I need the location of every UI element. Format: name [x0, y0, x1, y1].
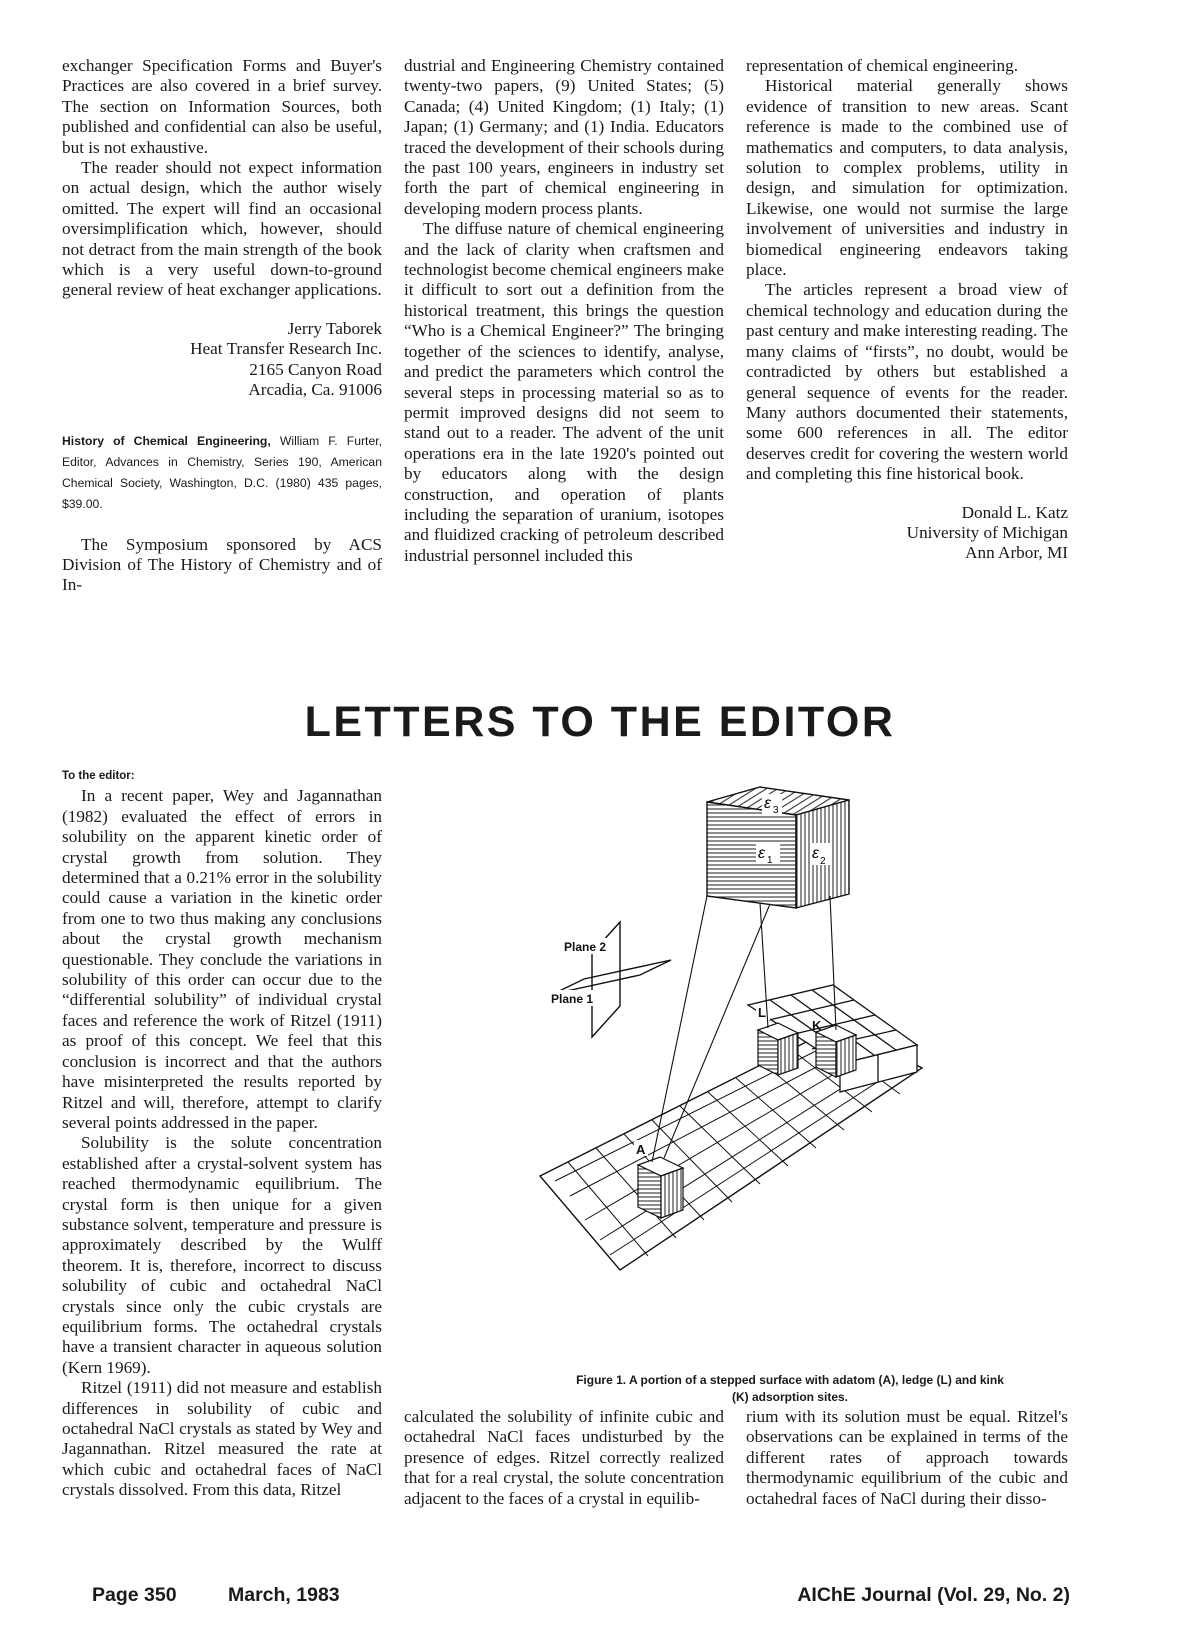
epsilon-2-label: ε: [812, 845, 820, 862]
review2-paragraph: The articles represent a broad view of chemical technology and education during the past century and make interesting reading. The many claims of “firsts”, no doubt, would be contradicted by others but established a general sequence of events for the reader. Many authors documented their statements, some 600 references in all. The editor deserves credit for covering the western world and completing this fine historical book.: [746, 280, 1068, 484]
adatom-label: A: [636, 1142, 646, 1157]
epsilon-1-label: ε: [758, 845, 766, 862]
review-column-3: [746, 56, 1068, 564]
page-number: Page 350: [92, 1584, 177, 1606]
review1-paragraph: The reader should not expect information on actual design, which the author wisely omitted. The expert will find an occasional oversimplification which, however, should not detract from the main strength of the book which is a very useful down-to-ground general review of heat exchanger applications.: [62, 158, 382, 300]
letter-column-1: [62, 766, 382, 1501]
journal-reference: AIChE Journal (Vol. 29, No. 2): [797, 1584, 1070, 1606]
kink-label: K: [812, 1018, 822, 1033]
adatom-cube: [634, 1140, 683, 1218]
review-column-1: [62, 56, 382, 596]
epsilon-2-subscript: 2: [820, 856, 826, 867]
letter-column-2: [404, 1407, 724, 1509]
plane-2-label: Plane 2: [564, 940, 607, 954]
letter-paragraph: Solubility is the solute concentration established after a crystal-solvent system has reached thermodynamic equilibrium. The crystal form is then unique for a given substance solvent, temperature and pressure is approximately described by the Wulff theorem. It is, therefore, incorrect to discuss solubility of cubic and octahedral NaCl crystals since only the cubic crystals are equilibrium forms. The octahedral crystals have a transient character in aqueous solution (Kern 1969).: [62, 1133, 382, 1377]
review2-paragraph: representation of chemical engineering.: [746, 56, 1019, 75]
review2-paragraph: dustrial and Engineering Chemistry contained twenty-two papers, (9) United States; (5) Canada; (4) United Kingdom; (1) Italy; (1) Japan; (1) Germany; and (1) India. Educators traced the development of their schools during the past 100 years, engineers in industry set forth the part of chemical engineering in developing modern process plants.: [404, 56, 724, 218]
letter-paragraph: rium with its solution must be equal. Ritzel's observations can be explained in terms of the different rates of approach towards thermodynamic equilibrium of the cubic and octahedral faces of NaCl during their disso-: [746, 1407, 1068, 1508]
epsilon-3-label: ε: [764, 795, 772, 812]
epsilon-1-subscript: 1: [767, 855, 773, 866]
signature-line: 2165 Canyon Road: [249, 359, 382, 379]
book-notice: [62, 431, 382, 515]
signature-line: Arcadia, Ca. 91006: [248, 380, 382, 400]
signature-line: Donald L. Katz: [961, 502, 1068, 522]
issue-date: March, 1983: [228, 1584, 340, 1606]
figure-caption: [510, 1372, 1070, 1406]
caption-line: Figure 1. A portion of a stepped surface with adatom (A), ledge (L) and kink: [576, 1373, 1004, 1387]
plane-1-label: Plane 1: [551, 992, 594, 1006]
section-title: LETTERS TO THE EDITOR: [304, 698, 896, 746]
book-notice-title: History of Chemical Engineering,: [62, 433, 271, 448]
signature-line: University of Michigan: [906, 522, 1068, 542]
letter-salutation: To the editor:: [62, 770, 135, 782]
letter-paragraph: Ritzel (1911) did not measure and establish differences in solubility of cubic and octahedral NaCl crystals as stated by Wey and Jagannathan. Ritzel measured the rate at which cubic and octahedral faces of NaCl crystals dissolved. From this data, Ritzel: [62, 1378, 382, 1500]
review2-paragraph: Historical material generally shows evidence of transition to new areas. Scant reference is made to the combined use of mathematics and computers, to data analysis, solution to complex problems, utility in design, and simulation for optimization. Likewise, one would not surmise the large involvement of universities and industry in biomedical engineering endeavors taking place.: [746, 76, 1068, 280]
review2-paragraph: The Symposium sponsored by ACS Division of The History of Chemistry and of In-: [62, 534, 382, 595]
figure-stepped-surface: [520, 776, 1080, 1372]
review2-paragraph: The diffuse nature of chemical engineering and the lack of clarity when craftsmen and technologist become chemical engineers make it difficult to sort out a definition from the historical treatment, this brings the question “Who is a Chemical Engineer?” The bringing together of the sciences to identify, analyse, and predict the parameters which control the several steps in processing material so as to permit improved designs did not seem to stand out to a reader. The advent of the unit operations era in the late 1920's pointed out by educators along with the design construction, and operation of plants including the separation of uranium, isotopes and fluidized cracking of petroleum described industrial personnel included this: [404, 219, 724, 565]
epsilon-3-subscript: 3: [773, 805, 779, 816]
signature-line: Ann Arbor, MI: [965, 543, 1068, 563]
letter-paragraph: In a recent paper, Wey and Jagannathan (1982) evaluated the effect of errors in solubility on the apparent kinetic order of crystal growth from solution. They determined that a 0.21% error in the solubility could cause a variation in the kinetic order from one to two thus making any conclusions about the crystal growth mechanism questionable. They conclude the variations in solubility of this order can occur due to the “differential solubility” of individual crystal faces and reference the work of Ritzel (1911) as proof of this concept. We feel that this conclusion is incorrect and that the authors have misinterpreted the results reported by Ritzel and will, therefore, attempt to clarify several points addressed in the paper.: [62, 786, 382, 1132]
review-column-2: [404, 56, 724, 566]
review1-signature: [62, 319, 382, 401]
enlarged-cube: [707, 787, 849, 908]
letter-column-3: [746, 1407, 1068, 1509]
signature-line: Jerry Taborek: [287, 318, 382, 338]
book-notice-details: William F. Furter, Editor, Advances in Chemistry, Series 190, American Chemical Society, Washington, D.C. (1980) 435 pages, $39.00.: [62, 433, 382, 511]
ledge-label: L: [758, 1005, 766, 1020]
review2-signature: [746, 503, 1068, 564]
review1-paragraph: exchanger Specification Forms and Buyer's Practices are also covered in a brief survey. The section on Information Sources, both published and confidential can also be useful, but is not exhaustive.: [62, 56, 382, 157]
signature-line: Heat Transfer Research Inc.: [190, 339, 382, 359]
plane-diagram: [550, 922, 671, 1037]
letter-paragraph: calculated the solubility of infinite cubic and octahedral NaCl faces undisturbed by the presence of edges. Ritzel correctly realized that for a real crystal, the solute concentration adjacent to the faces of a crystal in equilib-: [404, 1407, 724, 1508]
caption-line: (K) adsorption sites.: [731, 1390, 848, 1404]
